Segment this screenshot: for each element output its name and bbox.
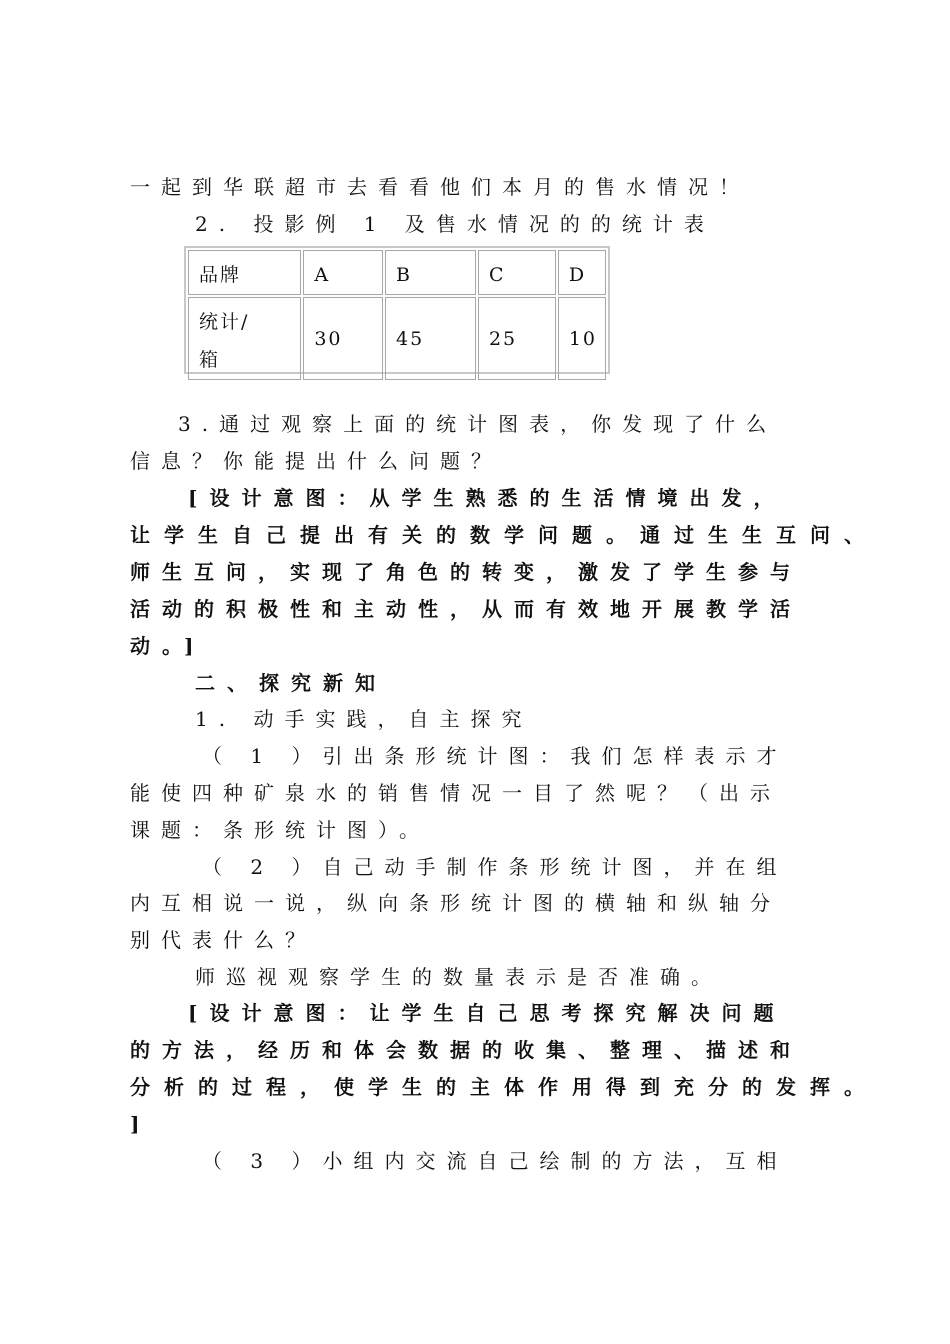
paragraph-line: 2. 投影例 1 及售水情况的的统计表 bbox=[195, 212, 715, 236]
sales-table bbox=[184, 246, 610, 374]
paragraph-line: 一起到华联超市去看看他们本月的售水情况！ bbox=[130, 175, 750, 199]
row-label-line: 箱 bbox=[199, 349, 221, 371]
subsection-heading: 1. 动手实践，自主探究 bbox=[195, 707, 533, 731]
table-cell: 10 bbox=[558, 297, 606, 380]
paragraph-line: 别代表什么？ bbox=[130, 928, 316, 952]
table-cell: 30 bbox=[303, 297, 383, 380]
design-intent-line: ] bbox=[130, 1112, 152, 1136]
table-header-row bbox=[188, 250, 606, 295]
design-intent-line: 师生互问，实现了角色的转变，激发了学生参与 bbox=[130, 560, 802, 584]
section-heading: 二、探究新知 bbox=[195, 671, 387, 695]
paragraph-line: 师巡视观察学生的数量表示是否准确。 bbox=[195, 965, 722, 989]
table-header-cell: C bbox=[478, 250, 556, 295]
design-intent-line: 分析的过程，使学生的主体作用得到充分的发挥。 bbox=[130, 1075, 878, 1099]
table-header-cell: B bbox=[385, 250, 476, 295]
design-intent-line: 的方法，经历和体会数据的收集、整理、描述和 bbox=[130, 1038, 802, 1062]
table-header-cell: A bbox=[303, 250, 383, 295]
table-row bbox=[188, 297, 606, 380]
paragraph-line: （ 3 ）小组内交流自己绘制的方法，互相 bbox=[202, 1149, 788, 1173]
table-cell: 25 bbox=[478, 297, 556, 380]
paragraph-line: 3.通过观察上面的统计图表，你发现了什么 bbox=[178, 412, 778, 436]
paragraph-line: （ 1 ）引出条形统计图：我们怎样表示才 bbox=[202, 744, 788, 768]
paragraph-line: 能使四种矿泉水的销售情况一目了然呢？（出示 bbox=[130, 781, 781, 805]
design-intent-line: 活动的积极性和主动性，从而有效地开展教学活 bbox=[130, 597, 802, 621]
table-header-cell: 品牌 bbox=[188, 250, 301, 295]
table-row-label bbox=[188, 297, 301, 380]
table-cell: 45 bbox=[385, 297, 476, 380]
paragraph-line: （ 2 ）自己动手制作条形统计图，并在组 bbox=[202, 855, 788, 879]
table-header-cell: D bbox=[558, 250, 606, 295]
design-intent-line: [设计意图：让学生自己思考探究解决问题 bbox=[188, 1001, 786, 1025]
paragraph-line: 课题：条形统计图）。 bbox=[130, 818, 430, 842]
row-label-line: 统计/ bbox=[199, 311, 250, 333]
paragraph-line: 内互相说一说，纵向条形统计图的横轴和纵轴分 bbox=[130, 891, 781, 915]
design-intent-line: 让学生自己提出有关的数学问题。通过生生互问、 bbox=[130, 523, 878, 547]
paragraph-line: 信息？你能提出什么问题？ bbox=[130, 449, 502, 473]
design-intent-line: [设计意图：从学生熟悉的生活情境出发， bbox=[188, 486, 786, 510]
design-intent-line: 动。] bbox=[130, 634, 206, 658]
